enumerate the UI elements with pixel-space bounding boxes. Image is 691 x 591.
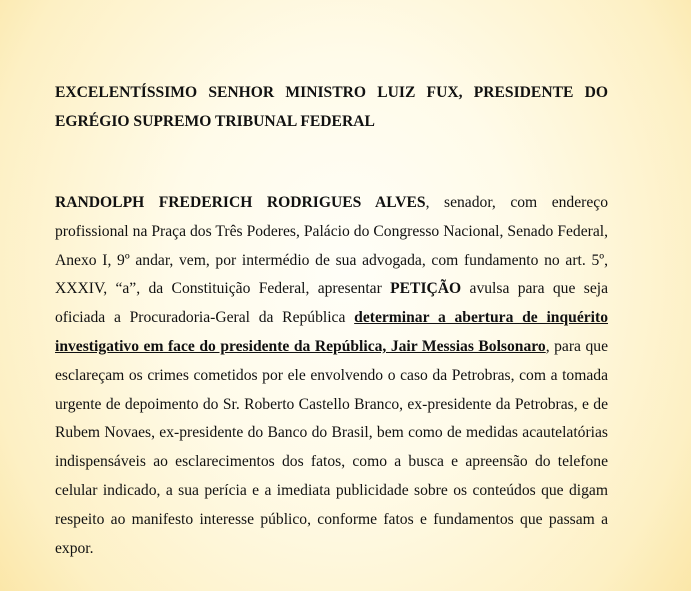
- petitioner-name: RANDOLPH FREDERICH RODRIGUES ALVES: [55, 194, 426, 211]
- petition-keyword: PETIÇÃO: [390, 280, 462, 298]
- petition-text-part-2: avulsa para que seja oficiada a Procuradoria-Geral da República: [55, 280, 608, 327]
- petition-text-part-3: , para que esclareçam os crimes cometidos por ele envolvendo o caso da Petrobras, com a tomada urgente de depoimento do Sr. Roberto Castello Branco, ex-presidente da Petrobras, e de Rubem Novaes, ex-presidente do Banco do Brasil, bem como de medidas acautelatórias indispensáveis ao esclarecimentos dos fatos, como a busca e apreensão do telefone celular indicado, a sua perícia e a imediata publicidade sobre os conteúdos que digam respeito ao manifesto interesse público, conforme fatos e fundamentos que passam a expor.: [55, 337, 608, 557]
- petition-request: determinar a abertura de inquérito investigativo em face do presidente da República, Jair Messias Bolsonaro: [55, 309, 608, 355]
- petition-paragraph: [55, 189, 608, 563]
- petition-text-part-1: , senador, com endereço profissional na Praça dos Três Poderes, Palácio do Congresso Nacional, Senado Federal, Anexo I, 9º andar, vem, por intermédio de sua advogada, com fundamento no art. 5º, XXXIV, “a”, da Constituição Federal, apresentar: [55, 194, 608, 298]
- addressee-heading: EXCELENTÍSSIMO SENHOR MINISTRO LUIZ FUX, PRESIDENTE DO EGRÉGIO SUPREMO TRIBUNAL FEDERAL: [55, 84, 608, 130]
